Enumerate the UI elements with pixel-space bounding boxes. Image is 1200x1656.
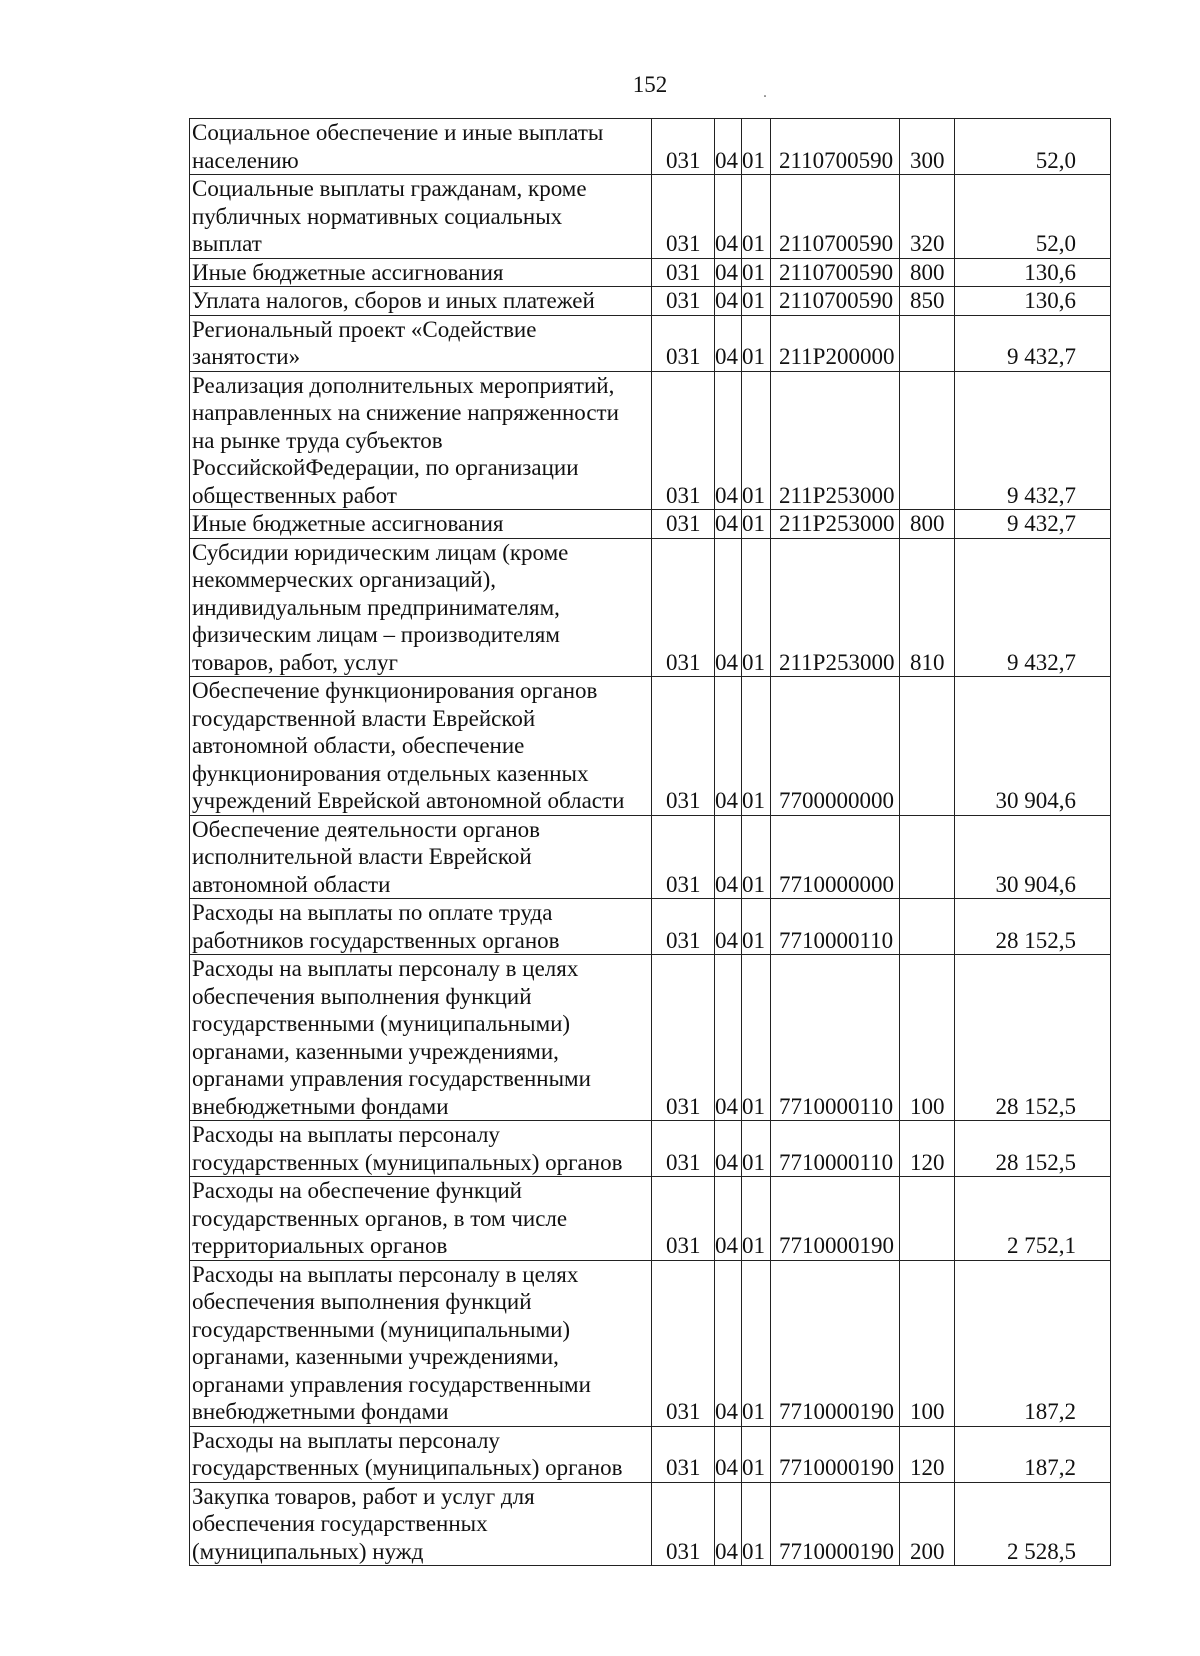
table-row xyxy=(190,899,1111,955)
row-name-line: внебюджетными фондами xyxy=(192,1093,449,1119)
row-name-line: на рынке труда субъектов xyxy=(192,427,443,453)
row-name-line: общественных работ xyxy=(192,482,397,508)
target-article-code: 211P253000 xyxy=(771,371,900,510)
amount: 28 152,5 xyxy=(955,1121,1111,1177)
expense-type-code xyxy=(900,899,955,955)
row-name-line: Социальное обеспечение и иные выплаты xyxy=(192,120,604,145)
section-code: 031 xyxy=(652,119,715,175)
expense-type-code xyxy=(900,371,955,510)
amount: 130,6 xyxy=(955,258,1111,287)
expense-type-code: 200 xyxy=(900,1482,955,1566)
amount: 28 152,5 xyxy=(955,899,1111,955)
row-name-line: органами, казенными учреждениями, xyxy=(192,1344,559,1369)
row-name xyxy=(190,899,652,955)
amount: 52,0 xyxy=(955,175,1111,259)
expense-type-code xyxy=(900,677,955,816)
row-name xyxy=(190,1121,652,1177)
section-code: 031 xyxy=(652,287,715,316)
section-code: 031 xyxy=(652,1260,715,1426)
section-code: 031 xyxy=(652,1482,715,1566)
section-code: 031 xyxy=(652,175,715,259)
table-row xyxy=(190,287,1111,316)
subsection-code: 01 xyxy=(742,815,771,899)
row-name xyxy=(190,815,652,899)
expense-type-code: 300 xyxy=(900,119,955,175)
row-name xyxy=(190,510,652,539)
table-row xyxy=(190,371,1111,510)
table-row xyxy=(190,1260,1111,1426)
row-name-line: обеспечения государственных xyxy=(192,1511,488,1536)
chapter-code: 04 xyxy=(715,677,742,816)
expense-type-code xyxy=(900,315,955,371)
row-name-line: внебюджетными фондами xyxy=(192,1399,449,1424)
chapter-code: 04 xyxy=(715,1121,742,1177)
subsection-code: 01 xyxy=(742,119,771,175)
target-article-code: 7710000000 xyxy=(771,815,900,899)
row-name-line: некоммерческих организаций), xyxy=(192,567,497,592)
row-name-line: Уплата налогов, сборов и иных платежей xyxy=(192,288,595,313)
target-article-code: 7710000110 xyxy=(771,955,900,1121)
row-name-line: (муниципальных) нужд xyxy=(192,1538,424,1564)
section-code: 031 xyxy=(652,315,715,371)
row-name xyxy=(190,119,652,175)
table-row xyxy=(190,510,1111,539)
table-row xyxy=(190,955,1111,1121)
chapter-code: 04 xyxy=(715,815,742,899)
amount: 9 432,7 xyxy=(955,510,1111,539)
row-name-line: государственными (муниципальными) xyxy=(192,1011,571,1036)
target-article-code: 7710000190 xyxy=(771,1426,900,1482)
row-name-line: Расходы на обеспечение функций xyxy=(192,1178,522,1203)
row-name xyxy=(190,955,652,1121)
amount: 130,6 xyxy=(955,287,1111,316)
chapter-code: 04 xyxy=(715,510,742,539)
subsection-code: 01 xyxy=(742,258,771,287)
table-row xyxy=(190,815,1111,899)
subsection-code: 01 xyxy=(742,1260,771,1426)
section-code: 031 xyxy=(652,258,715,287)
row-name-line: обеспечения выполнения функций xyxy=(192,983,532,1009)
chapter-code: 04 xyxy=(715,371,742,510)
chapter-code: 04 xyxy=(715,899,742,955)
subsection-code: 01 xyxy=(742,315,771,371)
row-name xyxy=(190,1260,652,1426)
subsection-code: 01 xyxy=(742,287,771,316)
section-code: 031 xyxy=(652,510,715,539)
page-number: 152 xyxy=(632,72,668,97)
target-article-code: 2110700590 xyxy=(771,287,900,316)
chapter-code: 04 xyxy=(715,315,742,371)
table-row xyxy=(190,119,1111,175)
row-name xyxy=(190,287,652,316)
row-name xyxy=(190,371,652,510)
section-code: 031 xyxy=(652,538,715,677)
target-article-code: 7710000110 xyxy=(771,899,900,955)
amount: 9 432,7 xyxy=(955,315,1111,371)
expense-type-code: 120 xyxy=(900,1426,955,1482)
table-row xyxy=(190,538,1111,677)
target-article-code: 2110700590 xyxy=(771,258,900,287)
chapter-code: 04 xyxy=(715,1482,742,1566)
target-article-code: 2110700590 xyxy=(771,119,900,175)
table-row xyxy=(190,1482,1111,1566)
chapter-code: 04 xyxy=(715,538,742,677)
row-name-line: автономной области, обеспечение xyxy=(192,733,525,758)
table-row xyxy=(190,258,1111,287)
expense-type-code: 320 xyxy=(900,175,955,259)
row-name-line: занятости» xyxy=(192,344,301,369)
target-article-code: 211P253000 xyxy=(771,510,900,539)
row-name-line: исполнительной власти Еврейской xyxy=(192,844,532,869)
chapter-code: 04 xyxy=(715,175,742,259)
budget-table-body xyxy=(190,119,1111,1566)
row-name-line: Иные бюджетные ассигнования xyxy=(192,259,504,285)
row-name-line: государственными (муниципальными) xyxy=(192,1316,571,1342)
subsection-code: 01 xyxy=(742,538,771,677)
subsection-code: 01 xyxy=(742,899,771,955)
subsection-code: 01 xyxy=(742,1121,771,1177)
amount: 187,2 xyxy=(955,1426,1111,1482)
row-name-line: Субсидии юридическим лицам (кроме xyxy=(192,539,569,565)
expense-type-code xyxy=(900,1177,955,1261)
row-name-line: Реализация дополнительных мероприятий, xyxy=(192,372,615,398)
subsection-code: 01 xyxy=(742,1177,771,1261)
chapter-code: 04 xyxy=(715,258,742,287)
amount: 30 904,6 xyxy=(955,815,1111,899)
subsection-code: 01 xyxy=(742,955,771,1121)
row-name-line: работников государственных органов xyxy=(192,927,560,953)
row-name xyxy=(190,315,652,371)
target-article-code: 211P200000 xyxy=(771,315,900,371)
row-name-line: органами управления государственными xyxy=(192,1371,591,1397)
row-name-line: органами управления государственными xyxy=(192,1066,591,1091)
chapter-code: 04 xyxy=(715,955,742,1121)
row-name-line: направленных на снижение напряженности xyxy=(192,400,619,425)
chapter-code: 04 xyxy=(715,119,742,175)
target-article-code: 7710000190 xyxy=(771,1260,900,1426)
section-code: 031 xyxy=(652,955,715,1121)
chapter-code: 04 xyxy=(715,1260,742,1426)
expense-type-code xyxy=(900,815,955,899)
row-name-line: Расходы на выплаты персоналу xyxy=(192,1427,500,1453)
row-name-line: населению xyxy=(192,147,299,173)
row-name-line: Расходы на выплаты по оплате труда xyxy=(192,900,553,925)
row-name xyxy=(190,538,652,677)
chapter-code: 04 xyxy=(715,1177,742,1261)
row-name-line: государственных (муниципальных) органов xyxy=(192,1455,623,1480)
section-code: 031 xyxy=(652,677,715,816)
row-name-line: Расходы на выплаты персоналу xyxy=(192,1122,500,1147)
subsection-code: 01 xyxy=(742,510,771,539)
target-article-code: 7710000190 xyxy=(771,1177,900,1261)
section-code: 031 xyxy=(652,1121,715,1177)
target-article-code: 7710000190 xyxy=(771,1482,900,1566)
row-name-line: Обеспечение функционирования органов xyxy=(192,678,598,703)
table-row xyxy=(190,315,1111,371)
row-name-line: Расходы на выплаты персоналу в целях xyxy=(192,956,579,981)
section-code: 031 xyxy=(652,1426,715,1482)
row-name xyxy=(190,258,652,287)
row-name-line: выплат xyxy=(192,231,262,256)
row-name-line: автономной области xyxy=(192,871,391,897)
expense-type-code: 850 xyxy=(900,287,955,316)
row-name-line: Расходы на выплаты персоналу в целях xyxy=(192,1261,579,1287)
row-name-line: РоссийскойФедерации, по организации xyxy=(192,455,579,480)
section-code: 031 xyxy=(652,371,715,510)
row-name-line: государственных органов, в том числе xyxy=(192,1205,568,1231)
expense-type-code: 810 xyxy=(900,538,955,677)
budget-table xyxy=(189,118,1111,1566)
expense-type-code: 100 xyxy=(900,1260,955,1426)
row-name xyxy=(190,175,652,259)
row-name-line: обеспечения выполнения функций xyxy=(192,1289,532,1314)
section-code: 031 xyxy=(652,1177,715,1261)
row-name-line: физическим лицам – производителям xyxy=(192,622,560,647)
expense-type-code: 800 xyxy=(900,510,955,539)
row-name-line: Иные бюджетные ассигнования xyxy=(192,511,504,536)
subsection-code: 01 xyxy=(742,1482,771,1566)
section-code: 031 xyxy=(652,899,715,955)
row-name-line: государственной власти Еврейской xyxy=(192,705,536,731)
amount: 187,2 xyxy=(955,1260,1111,1426)
target-article-code: 7710000110 xyxy=(771,1121,900,1177)
amount: 2 528,5 xyxy=(955,1482,1111,1566)
amount: 52,0 xyxy=(955,119,1111,175)
table-row xyxy=(190,1426,1111,1482)
amount: 30 904,6 xyxy=(955,677,1111,816)
row-name xyxy=(190,1482,652,1566)
row-name-line: функционирования отдельных казенных xyxy=(192,760,589,786)
row-name-line: учреждений Еврейской автономной области xyxy=(192,788,625,813)
row-name-line: товаров, работ, услуг xyxy=(192,649,398,675)
row-name xyxy=(190,677,652,816)
row-name xyxy=(190,1177,652,1261)
chapter-code: 04 xyxy=(715,287,742,316)
row-name-line: органами, казенными учреждениями, xyxy=(192,1038,559,1064)
expense-type-code: 100 xyxy=(900,955,955,1121)
subsection-code: 01 xyxy=(742,175,771,259)
section-code: 031 xyxy=(652,815,715,899)
row-name-line: Региональный проект «Содействие xyxy=(192,316,537,342)
amount: 2 752,1 xyxy=(955,1177,1111,1261)
table-row xyxy=(190,677,1111,816)
table-row xyxy=(190,1177,1111,1261)
subsection-code: 01 xyxy=(742,677,771,816)
target-article-code: 7700000000 xyxy=(771,677,900,816)
expense-type-code: 120 xyxy=(900,1121,955,1177)
row-name-line: индивидуальным предпринимателям, xyxy=(192,594,560,620)
chapter-code: 04 xyxy=(715,1426,742,1482)
table-row xyxy=(190,1121,1111,1177)
row-name-line: Социальные выплаты гражданам, кроме xyxy=(192,176,587,201)
amount: 9 432,7 xyxy=(955,538,1111,677)
row-name-line: территориальных органов xyxy=(192,1233,448,1258)
expense-type-code: 800 xyxy=(900,258,955,287)
subsection-code: 01 xyxy=(742,1426,771,1482)
target-article-code: 2110700590 xyxy=(771,175,900,259)
row-name-line: Закупка товаров, работ и услуг для xyxy=(192,1483,535,1509)
row-name-line: государственных (муниципальных) органов xyxy=(192,1149,623,1175)
amount: 9 432,7 xyxy=(955,371,1111,510)
scan-speck: . xyxy=(763,84,767,101)
table-row xyxy=(190,175,1111,259)
row-name xyxy=(190,1426,652,1482)
row-name-line: публичных нормативных социальных xyxy=(192,203,563,229)
amount: 28 152,5 xyxy=(955,955,1111,1121)
target-article-code: 211P253000 xyxy=(771,538,900,677)
subsection-code: 01 xyxy=(742,371,771,510)
row-name-line: Обеспечение деятельности органов xyxy=(192,816,541,842)
